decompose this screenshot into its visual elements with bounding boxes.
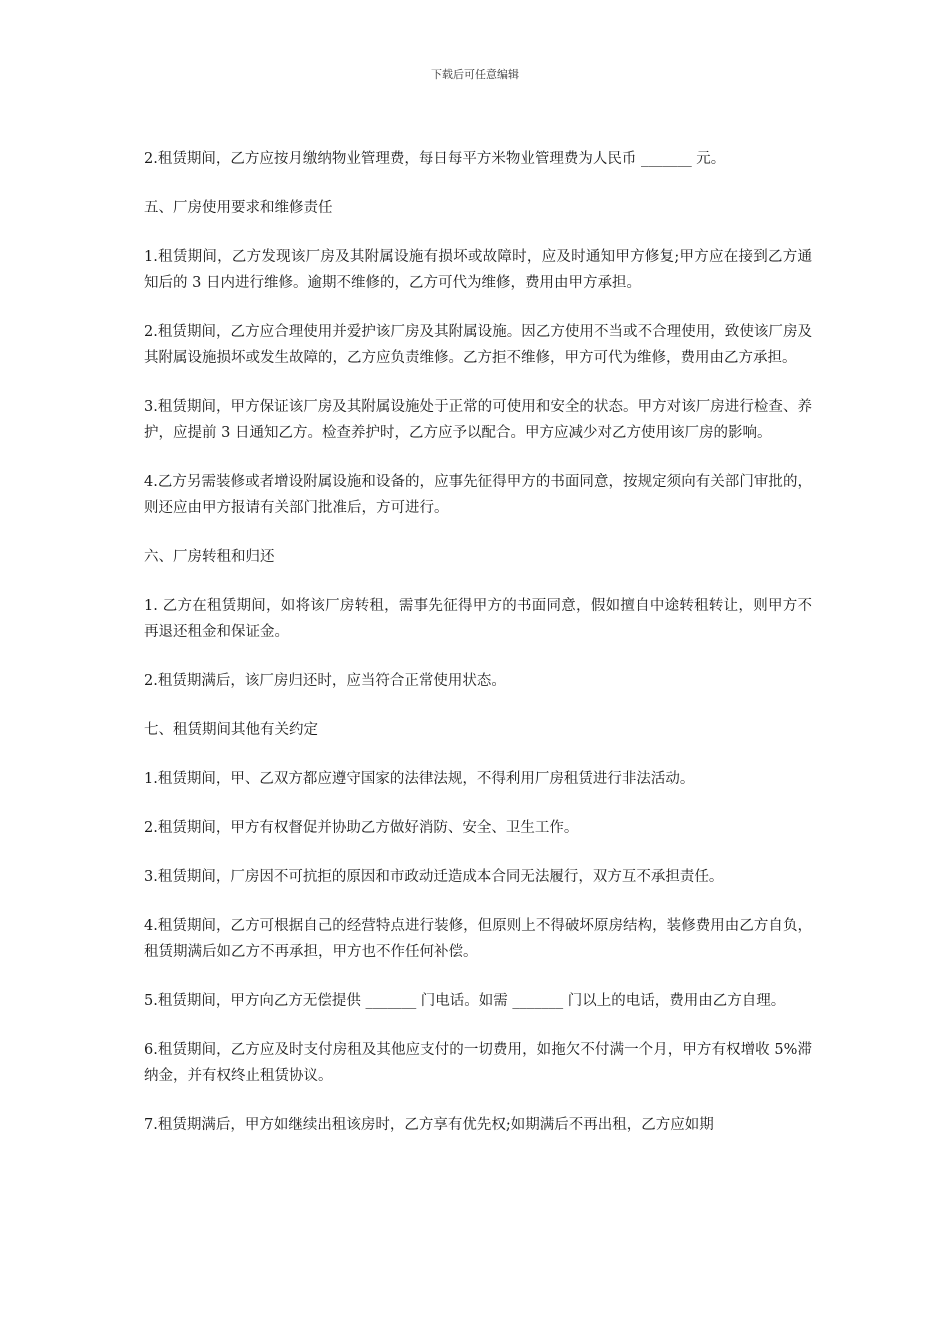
paragraph: 5.租赁期间，甲方向乙方无偿提供 _______ 门电话。如需 _______ 门以上的电话，费用由乙方自理。 <box>144 993 786 1009</box>
paragraph: 3.租赁期间，甲方保证该厂房及其附属设施处于正常的可使用和安全的状态。甲方对该厂房进行检查、养护，应提前 3 日通知乙方。检查养护时，乙方应予以配合。甲方应减少对乙方使用该厂房的影响。 <box>144 399 812 441</box>
header-note: 下载后可任意编辑 <box>431 68 519 81</box>
paragraph: 1.租赁期间，甲、乙双方都应遵守国家的法律法规，不得利用厂房租赁进行非法活动。 <box>144 771 695 787</box>
section-heading-5: 五、厂房使用要求和维修责任 <box>144 200 333 216</box>
paragraph: 1. 乙方在租赁期间，如将该厂房转租，需事先征得甲方的书面同意，假如擅自中途转租转让，则甲方不再退还租金和保证金。 <box>144 598 812 640</box>
section-heading-6: 六、厂房转租和归还 <box>144 549 275 565</box>
paragraph: 2.租赁期间，乙方应合理使用并爱护该厂房及其附属设施。因乙方使用不当或不合理使用，致使该厂房及其附属设施损坏或发生故障的，乙方应负责维修。乙方拒不维修，甲方可代为维修，费用由乙方承担。 <box>144 324 812 366</box>
paragraph: 3.租赁期间，厂房因不可抗拒的原因和市政动迁造成本合同无法履行，双方互不承担责任。 <box>144 869 724 885</box>
paragraph: 1.租赁期间，乙方发现该厂房及其附属设施有损坏或故障时，应及时通知甲方修复;甲方应在接到乙方通知后的 3 日内进行维修。逾期不维修的，乙方可代为维修，费用由甲方承担。 <box>144 249 812 291</box>
paragraph: 6.租赁期间，乙方应及时支付房租及其他应支付的一切费用，如拖欠不付满一个月，甲方有权增收 5%滞纳金，并有权终止租赁协议。 <box>144 1042 812 1084</box>
paragraph: 2.租赁期满后，该厂房归还时，应当符合正常使用状态。 <box>144 673 506 689</box>
paragraph: 4.租赁期间，乙方可根据自己的经营特点进行装修，但原则上不得破坏原房结构，装修费用由乙方自负，租赁期满后如乙方不再承担，甲方也不作任何补偿。 <box>144 918 812 960</box>
document-body <box>144 146 812 1161</box>
paragraph: 2.租赁期间，甲方有权督促并协助乙方做好消防、安全、卫生工作。 <box>144 820 579 836</box>
paragraph: 7.租赁期满后，甲方如继续出租该房时，乙方享有优先权;如期满后不再出租，乙方应如期 <box>144 1117 714 1133</box>
paragraph-fee: 2.租赁期间，乙方应按月缴纳物业管理费，每日每平方米物业管理费为人民币 _______ 元。 <box>144 151 726 167</box>
paragraph: 4.乙方另需装修或者增设附属设施和设备的，应事先征得甲方的书面同意，按规定须向有关部门审批的，则还应由甲方报请有关部门批准后，方可进行。 <box>144 474 812 516</box>
section-heading-7: 七、租赁期间其他有关约定 <box>144 722 318 738</box>
